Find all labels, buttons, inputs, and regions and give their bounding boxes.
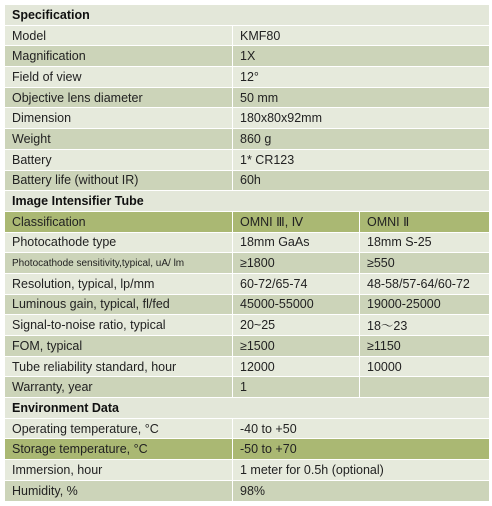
table-row <box>5 480 490 501</box>
value-b: 48-58/57-64/60-72 <box>360 273 490 294</box>
row-label: Warranty, year <box>5 377 233 398</box>
table-row <box>5 25 490 46</box>
value-a: 12000 <box>233 356 360 377</box>
row-label: Magnification <box>5 46 233 67</box>
table-row <box>5 232 490 253</box>
row-value: 60h <box>233 170 490 191</box>
row-label: Photocathode type <box>5 232 233 253</box>
section-title: Specification <box>5 5 490 26</box>
row-label: Storage temperature, °C <box>5 439 233 460</box>
table-row <box>5 336 490 357</box>
tube-class-b: OMNI Ⅱ <box>360 211 490 232</box>
table-row <box>5 377 490 398</box>
table-row <box>5 46 490 67</box>
section-title: Environment Data <box>5 398 490 419</box>
row-value: 1X <box>233 46 490 67</box>
row-value: 12° <box>233 67 490 88</box>
table-row <box>5 418 490 439</box>
row-value: -50 to +70 <box>233 439 490 460</box>
value-a: ≥1800 <box>233 253 360 274</box>
row-value: 1* CR123 <box>233 149 490 170</box>
row-label: Tube reliability standard, hour <box>5 356 233 377</box>
table-row <box>5 460 490 481</box>
value-b: 10000 <box>360 356 490 377</box>
table-row <box>5 129 490 150</box>
value-a: 60-72/65-74 <box>233 273 360 294</box>
table-row <box>5 315 490 336</box>
row-label: Field of view <box>5 67 233 88</box>
row-label: Dimension <box>5 108 233 129</box>
section-header-specification <box>5 5 490 26</box>
table-row <box>5 439 490 460</box>
row-value: 98% <box>233 480 490 501</box>
section-header-image-intensifier-tube <box>5 191 490 212</box>
table-row <box>5 170 490 191</box>
table-row <box>5 108 490 129</box>
row-label: Luminous gain, typical, fl/fed <box>5 294 233 315</box>
row-label: Immersion, hour <box>5 460 233 481</box>
section-header-environment-data <box>5 398 490 419</box>
row-value: 860 g <box>233 129 490 150</box>
row-value: 180x80x92mm <box>233 108 490 129</box>
row-label: Battery life (without IR) <box>5 170 233 191</box>
table-row <box>5 87 490 108</box>
value-a: 1 <box>233 377 360 398</box>
table-row <box>5 356 490 377</box>
tube-class-a: OMNI Ⅲ, Ⅳ <box>233 211 360 232</box>
row-label: Weight <box>5 129 233 150</box>
table-row <box>5 67 490 88</box>
section-title: Image Intensifier Tube <box>5 191 490 212</box>
row-value: 50 mm <box>233 87 490 108</box>
specification-table <box>4 4 490 502</box>
table-row <box>5 294 490 315</box>
table-row <box>5 273 490 294</box>
row-value: 1 meter for 0.5h (optional) <box>233 460 490 481</box>
value-a: ≥1500 <box>233 336 360 357</box>
classification-row <box>5 211 490 232</box>
value-b: 18mm S-25 <box>360 232 490 253</box>
table-row <box>5 149 490 170</box>
value-a: 20~25 <box>233 315 360 336</box>
value-a: 18mm GaAs <box>233 232 360 253</box>
value-b: 19000-25000 <box>360 294 490 315</box>
row-label: Operating temperature, °C <box>5 418 233 439</box>
row-label: Resolution, typical, lp/mm <box>5 273 233 294</box>
row-value: -40 to +50 <box>233 418 490 439</box>
value-b: ≥550 <box>360 253 490 274</box>
row-label: Classification <box>5 211 233 232</box>
row-label: Signal-to-noise ratio, typical <box>5 315 233 336</box>
row-label: Model <box>5 25 233 46</box>
row-label: Objective lens diameter <box>5 87 233 108</box>
row-label: Humidity, % <box>5 480 233 501</box>
value-b <box>360 377 490 398</box>
table-row <box>5 253 490 274</box>
row-label: Photocathode sensitivity,typical, uA/ lm <box>5 253 233 274</box>
value-b: ≥1150 <box>360 336 490 357</box>
row-value: KMF80 <box>233 25 490 46</box>
row-label: FOM, typical <box>5 336 233 357</box>
row-label: Battery <box>5 149 233 170</box>
value-a: 45000-55000 <box>233 294 360 315</box>
value-b: 18～23 <box>360 315 490 336</box>
